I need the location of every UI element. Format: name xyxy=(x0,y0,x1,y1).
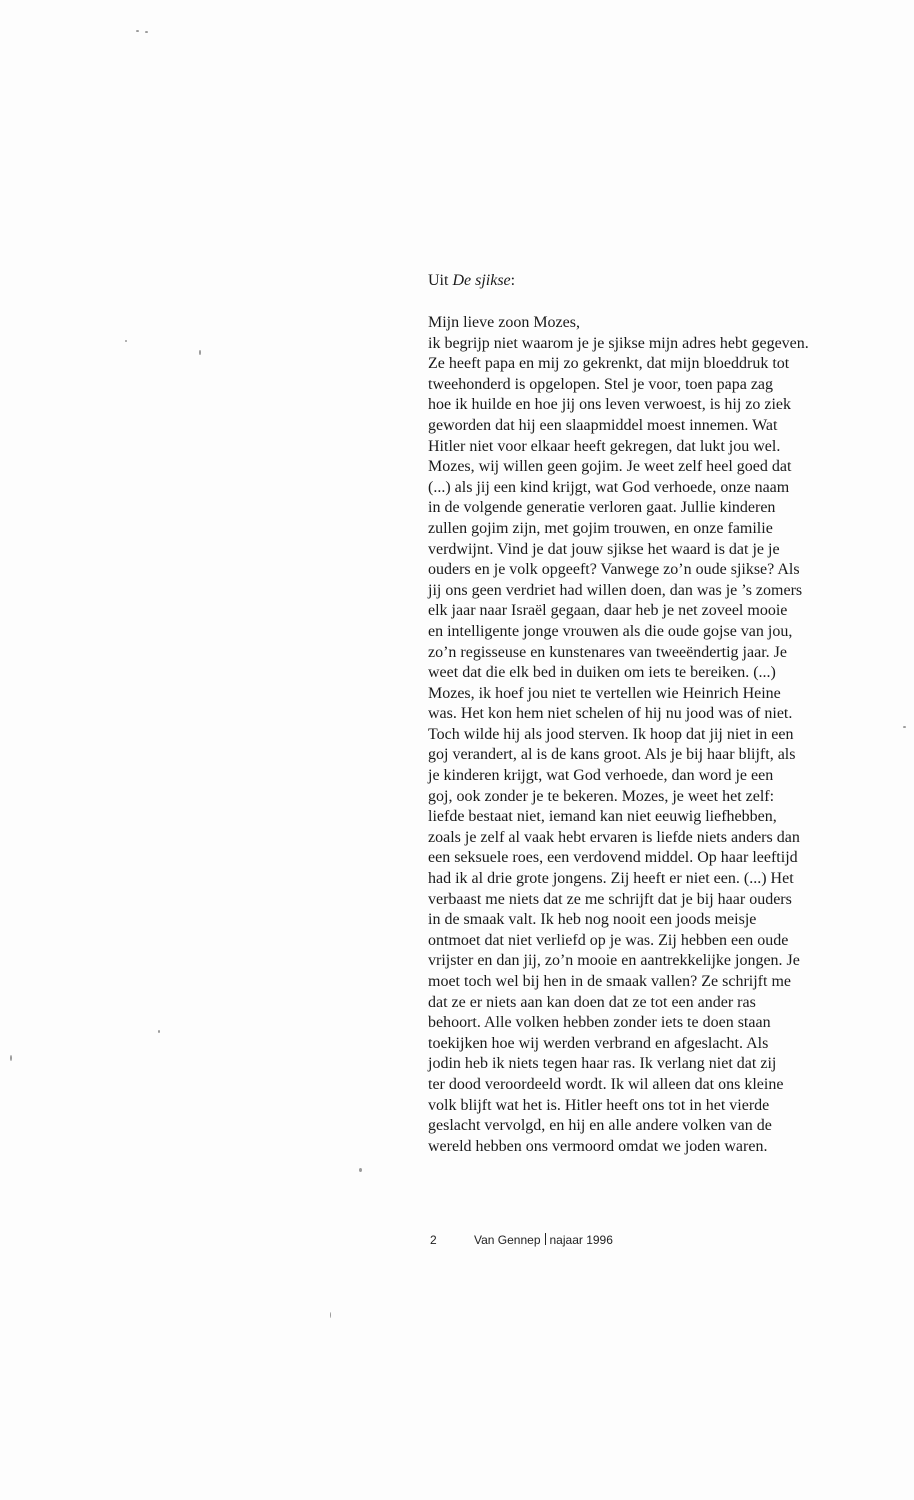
letter-line: verbaast me niets dat ze me schrijft dat je bij haar ouders xyxy=(428,890,792,908)
letter-line: Hitler niet voor elkaar heeft gekregen, dat lukt jou wel. xyxy=(428,437,781,455)
scan-speck xyxy=(359,1168,362,1172)
letter-line: geworden dat hij een slaapmiddel moest innemen. Wat xyxy=(428,416,778,434)
letter-line: zullen gojim zijn, met gojim trouwen, en onze familie xyxy=(428,519,773,537)
letter-line: Mozes, wij willen geen gojim. Je weet zelf heel goed dat xyxy=(428,458,792,476)
letter-line: ontmoet dat niet verliefd op je was. Zij hebben een oude xyxy=(428,931,789,949)
scan-speck xyxy=(10,1055,12,1061)
excerpt-heading xyxy=(428,271,515,291)
scan-speck xyxy=(136,30,139,32)
letter-line: liefde bestaat niet, iemand kan niet eeuwig liefhebben, xyxy=(428,808,777,826)
scan-speck xyxy=(125,340,127,342)
page-footer xyxy=(430,1232,613,1248)
letter-line: geslacht vervolgd, en hij en alle andere volken van de xyxy=(428,1117,772,1135)
letter-line: Mozes, ik hoef jou niet te vertellen wie Heinrich Heine xyxy=(428,684,781,702)
letter-line: vrijster en dan jij, zo’n mooie en aantrekkelijke jongen. Je xyxy=(428,952,800,970)
letter-line: ouders en je volk opgeeft? Vanwege zo’n oude sjikse? Als xyxy=(428,561,800,579)
letter-line: (...) als jij een kind krijgt, wat God verhoede, onze naam xyxy=(428,478,790,496)
scan-speck xyxy=(903,726,906,728)
letter-line: jodin heb ik niets tegen haar ras. Ik verlang niet dat zij xyxy=(428,1055,777,1073)
scan-speck xyxy=(145,31,148,33)
letter-line: dat ze er niets aan kan doen dat ze tot een ander ras xyxy=(428,993,756,1011)
letter-line: ik begrijp niet waarom je je sjikse mijn adres hebt gegeven. xyxy=(428,334,809,352)
letter-line: volk blijft wat het is. Hitler heeft ons tot in het vierde xyxy=(428,1096,770,1114)
scan-speck xyxy=(330,1312,331,1318)
book-title: De sjikse xyxy=(452,272,511,289)
scan-speck xyxy=(158,1030,160,1033)
letter-line: een seksuele roes, een verdovend middel. Op haar leeftijd xyxy=(428,849,798,867)
letter-line: ter dood veroordeeld wordt. Ik wil alleen dat ons kleine xyxy=(428,1075,784,1093)
letter-line: goj verandert, al is de kans groot. Als je bij haar blijft, als xyxy=(428,746,796,764)
publication-season: najaar 1996 xyxy=(549,1233,613,1247)
letter-line: tweehonderd is opgelopen. Stel je voor, toen papa zag xyxy=(428,375,774,393)
page-number: 2 xyxy=(430,1233,437,1247)
letter-line: toekijken hoe wij werden verbrand en afgeslacht. Als xyxy=(428,1034,769,1052)
letter-line: Ze heeft papa en mij zo gekrenkt, dat mijn bloeddruk tot xyxy=(428,355,790,373)
letter-line: hoe ik huilde en hoe jij ons leven verwoest, is hij zo ziek xyxy=(428,396,792,414)
letter-line: in de smaak valt. Ik heb nog nooit een joods meisje xyxy=(428,911,757,929)
heading-suffix: : xyxy=(510,272,516,289)
letter-line: weet dat die elk bed in duiken om iets te bereiken. (...) xyxy=(428,664,776,682)
letter-line: je kinderen krijgt, wat God verhoede, dan word je een xyxy=(428,767,774,785)
scan-speck xyxy=(199,350,201,355)
letter-line: in de volgende generatie verloren gaat. Jullie kinderen xyxy=(428,499,776,517)
letter-line: en intelligente jonge vrouwen als die oude gojse van jou, xyxy=(428,622,793,640)
letter-line: wereld hebben ons vermoord omdat we joden waren. xyxy=(428,1137,768,1155)
letter-line: zoals je zelf al vaak hebt ervaren is liefde niets anders dan xyxy=(428,828,800,846)
letter-line: goj, ook zonder je te bekeren. Mozes, je weet het zelf: xyxy=(428,787,775,805)
publisher-name: Van Gennep xyxy=(474,1233,541,1247)
letter-body xyxy=(428,313,898,1157)
letter-line: behoort. Alle volken hebben zonder iets te doen staan xyxy=(428,1014,771,1032)
letter-line: had ik al drie grote jongens. Zij heeft er niet een. (...) Het xyxy=(428,870,794,888)
heading-prefix: Uit xyxy=(428,272,449,289)
letter-line: Mijn lieve zoon Mozes, xyxy=(428,314,580,331)
letter-line: zo’n regisseuse en kunstenares van tweeëndertig jaar. Je xyxy=(428,643,787,661)
letter-line: moet toch wel bij hen in de smaak vallen? Ze schrijft me xyxy=(428,973,791,990)
footer-separator xyxy=(545,1233,546,1245)
letter-line: verdwijnt. Vind je dat jouw sjikse het waard is dat je je xyxy=(428,540,780,558)
letter-line: jij ons geen verdriet had willen doen, dan was je ’s zomers xyxy=(428,581,803,599)
letter-line: was. Het kon hem niet schelen of hij nu jood was of niet. xyxy=(428,705,793,723)
letter-line: Toch wilde hij als jood sterven. Ik hoop dat jij niet in een xyxy=(428,725,794,743)
letter-line: elk jaar naar Israël gegaan, daar heb je net zoveel mooie xyxy=(428,602,788,620)
